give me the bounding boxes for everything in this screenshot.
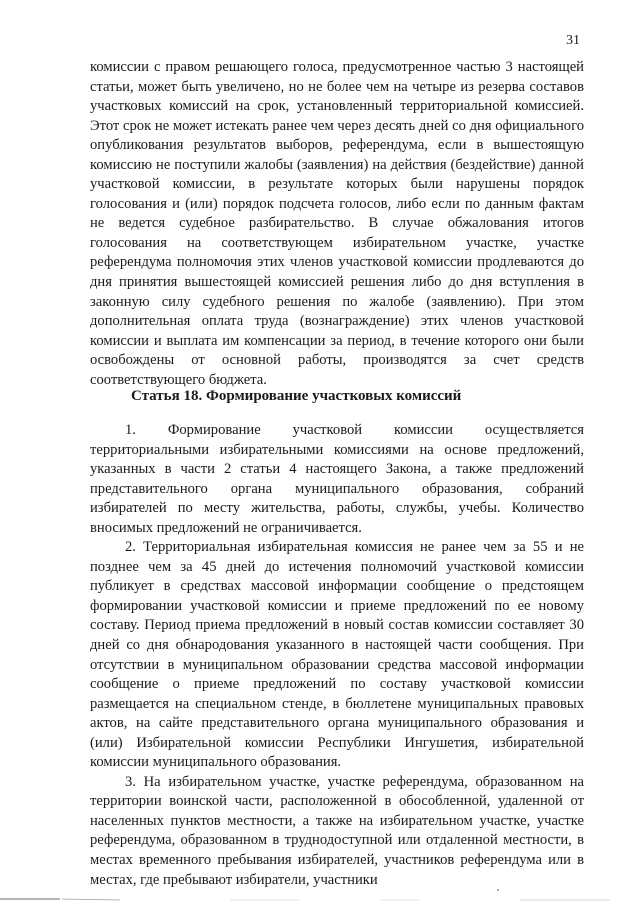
article-number: Статья 18. bbox=[131, 388, 203, 404]
page-number: 31 bbox=[566, 33, 580, 48]
article-paragraph-3: 3. На избирательном участке, участке референдума, образованном на территории воинской части, расположенной в обособленной, удаленной от населенных пунктов местности, а также на избирательном участке, участке референдума, образованном в труднодоступной или отдаленной местности, в местах временного пребывания избирателей, участников референдума или в местах, где пребывают избиратели, участники bbox=[90, 773, 584, 888]
article-heading bbox=[131, 386, 551, 406]
article-body bbox=[90, 421, 584, 890]
scan-noise-bottom bbox=[0, 885, 640, 905]
article-title: Формирование участковых комиссий bbox=[205, 388, 462, 404]
intro-text bbox=[90, 58, 584, 390]
intro-paragraph: комиссии с правом решающего голоса, предусмотренное частью 3 настоящей статьи, может быть увеличено, но не более чем на четыре из резерва составов участковых комиссий на срок, установленный территориальной комиссией. Этот срок не может истекать ранее чем через десять дней со дня официального опубликования результатов выборов, референдума, если в вышестоящую комиссию не поступили жалобы (заявления) на действия (бездействие) данной участковой комиссии, в результате которых были нарушены порядок голосования и (или) порядок подсчета голосов, либо если по данным фактам не ведется судебное разбирательство. В случае обжалования итогов голосования на соответствующем избирательном участке, участке референдума полномочия этих членов участковой комиссии продлеваются до дня принятия вышестоящей комиссией решения либо до дня вступления в законную силу судебного решения по жалобе (заявлению). При этом дополнительная оплата труда (вознаграждение) этих членов участковой комиссии и выплата им компенсации за период, в течение которого они были освобождены от основной работы, производятся за счет средств соответствующего бюджета. bbox=[90, 59, 584, 388]
article-paragraph-2: 2. Территориальная избирательная комиссия не ранее чем за 55 и не позднее чем за 45 дней до истечения полномочий участковой комиссии публикует в средствах массовой информации сообщение о предстоящем формировании участковой комиссии и приеме предложений по ее новому составу. Период приема предложений в новый состав комиссии составляет 30 дней со дня обнародования указанного в настоящей части сообщения. При отсутствии в муниципальном образовании средства массовой информации сообщение о приеме предложений по составу участковой комиссии размещается на специальном стенде, в бюллетене муниципальных правовых актов, на сайте представительного органа муниципального образования и (или) Избирательной комиссии Республики Ингушетия, избирательной комиссии муниципального образования. bbox=[90, 539, 584, 771]
article-paragraph-1: 1. Формирование участковой комиссии осуществляется территориальными избирательными комиссиями на основе предложений, указанных в части 2 статьи 4 настоящего Закона, а также предложений представительного органа муниципального образования, собраний избирателей по месту жительства, работы, службы, учебы. Количество вносимых предложений не ограничивается. bbox=[90, 422, 584, 536]
